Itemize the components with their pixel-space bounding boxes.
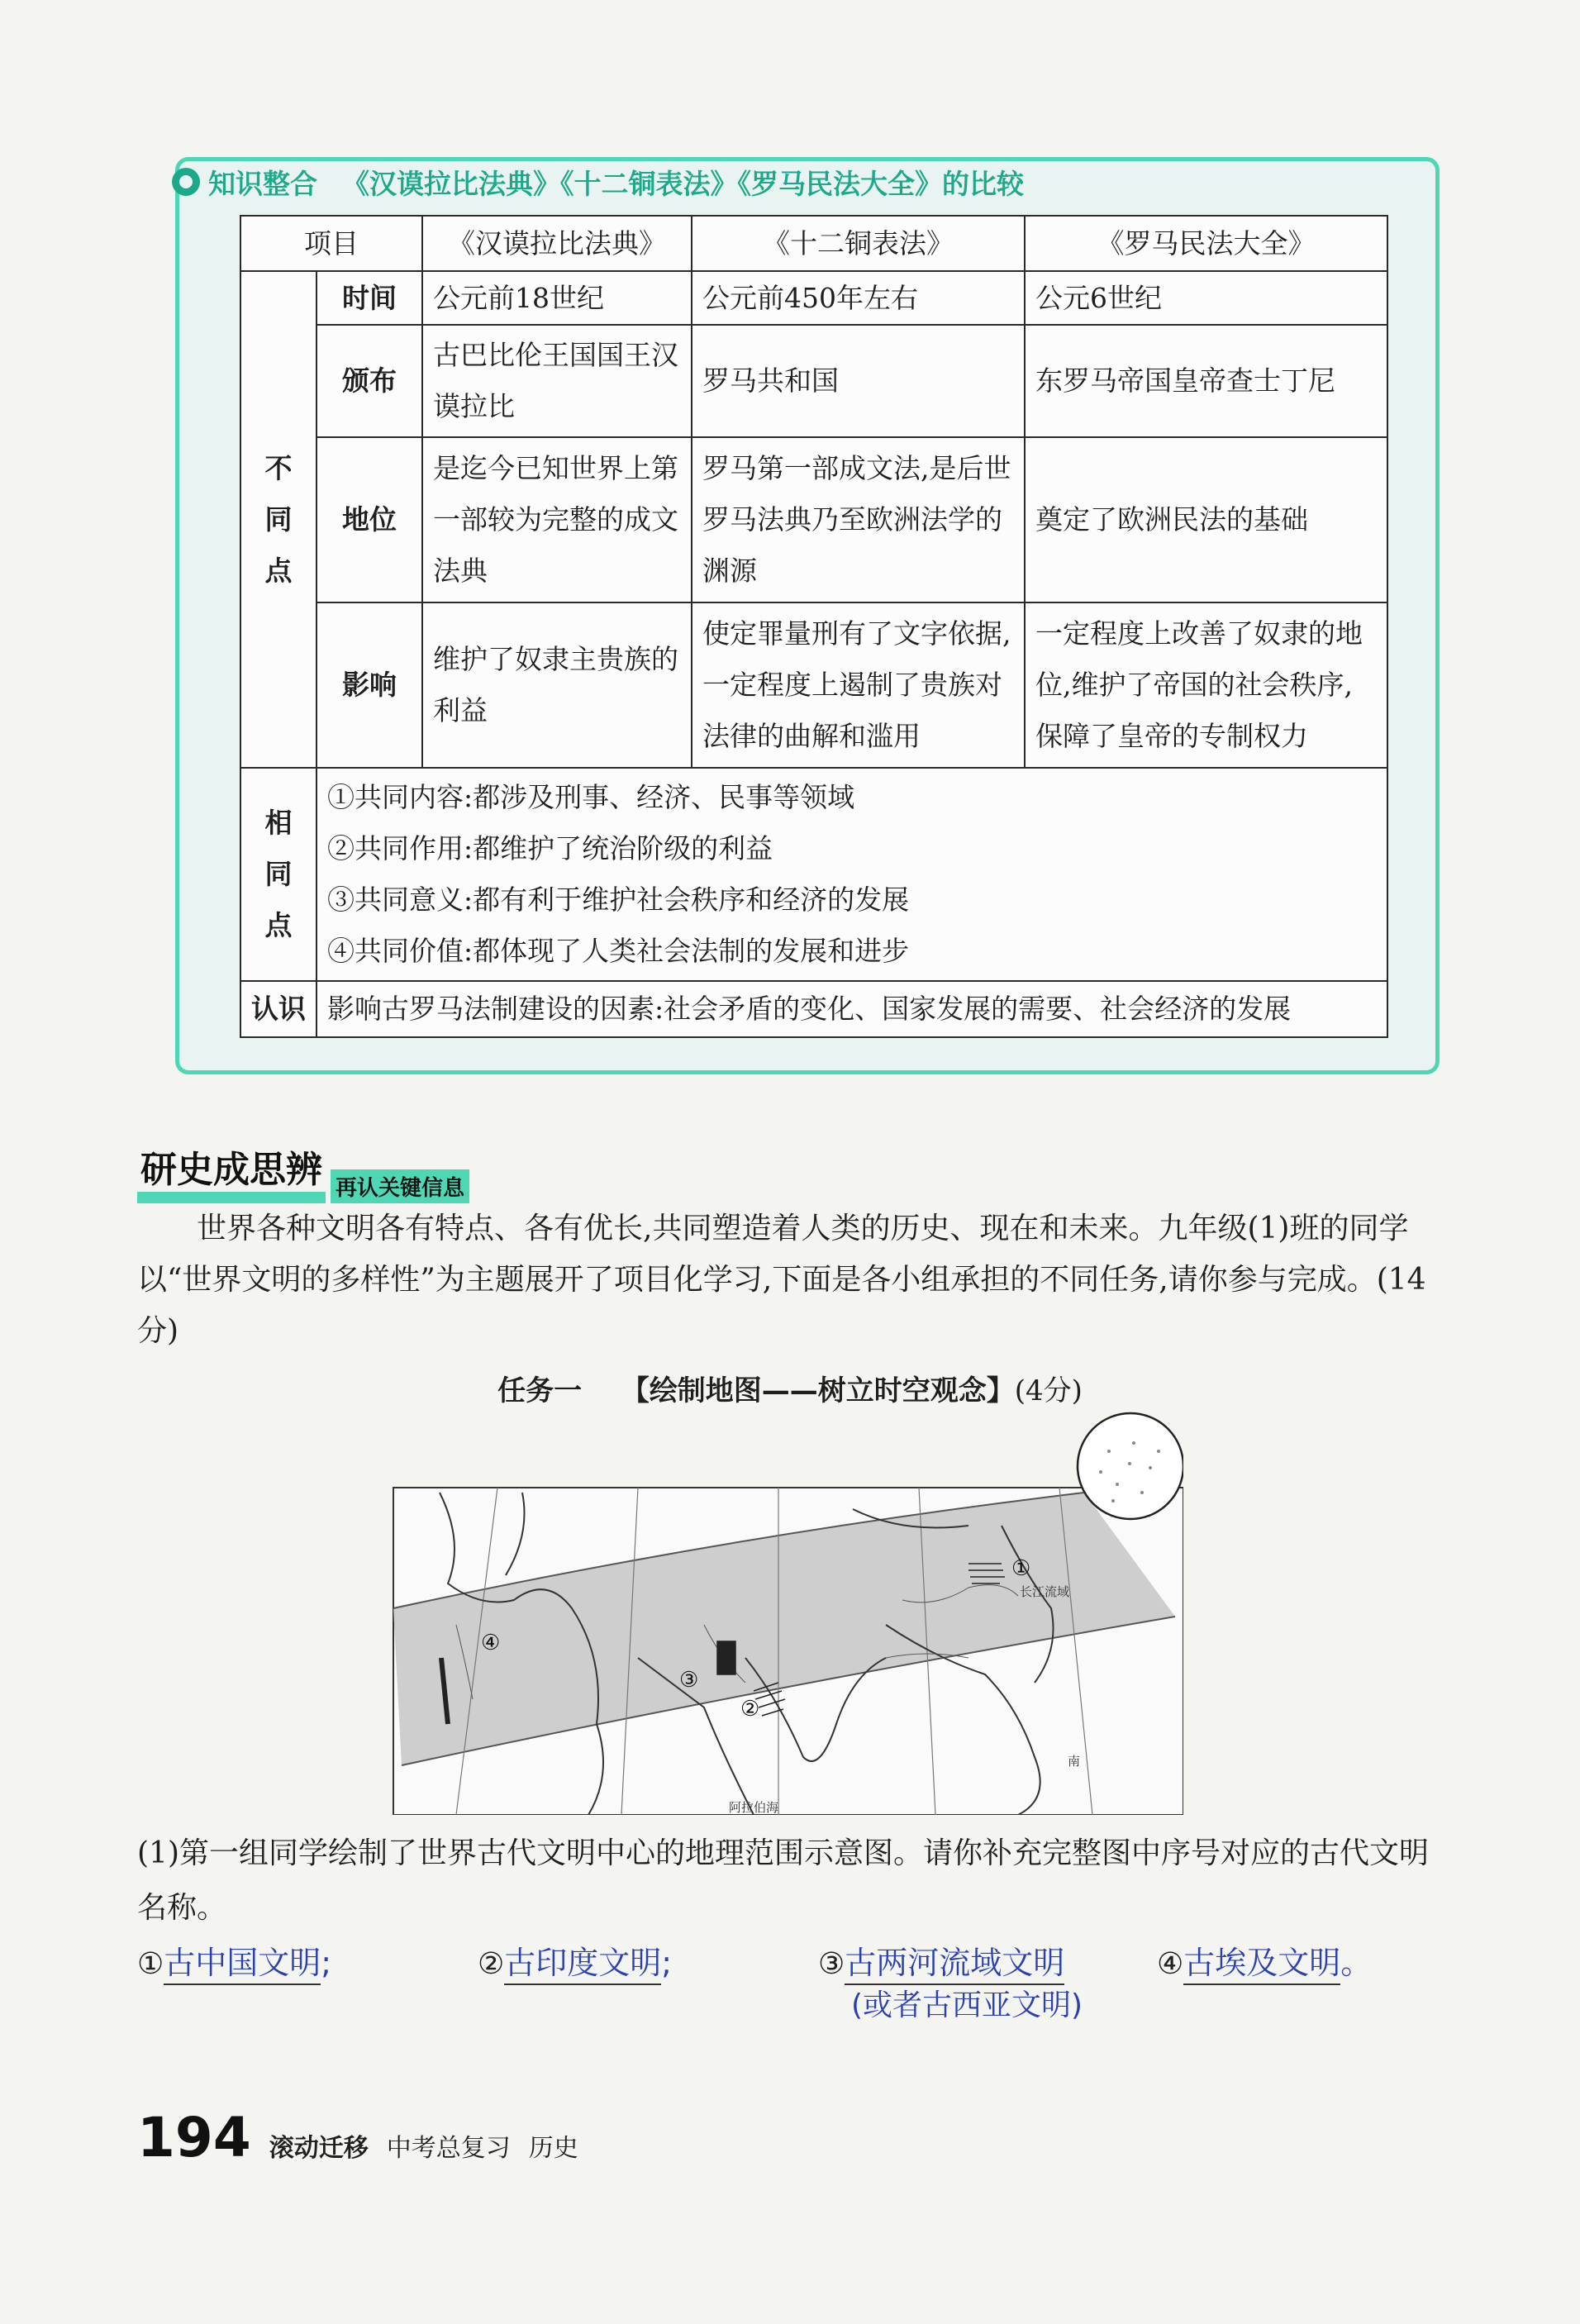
area-mesopotamia bbox=[717, 1641, 735, 1674]
marker-1: ① bbox=[1011, 1556, 1031, 1581]
same-label-text: 相同点 bbox=[264, 807, 293, 941]
header-item: 项目 bbox=[240, 216, 422, 271]
task-score: (4分) bbox=[1014, 1374, 1083, 1407]
insight-label: 认识 bbox=[240, 981, 316, 1037]
same-row bbox=[240, 768, 1387, 981]
answer-text: 古中国文明 bbox=[164, 1942, 321, 1985]
table-cell: 东罗马帝国皇帝查士丁尼 bbox=[1025, 325, 1387, 437]
label-arabia: 阿拉伯海 bbox=[729, 1800, 779, 1815]
answer-end: ; bbox=[661, 1945, 673, 1981]
task-heading bbox=[0, 1370, 1580, 1412]
answer-3 bbox=[818, 1942, 1083, 2026]
answer-text: 古埃及文明 bbox=[1183, 1942, 1340, 1985]
globe-inset bbox=[1078, 1413, 1183, 1519]
table-row bbox=[240, 602, 1387, 768]
header-code3: 《罗马民法大全》 bbox=[1025, 216, 1387, 271]
table-row bbox=[240, 325, 1387, 437]
row-label: 颁布 bbox=[316, 325, 422, 437]
answer-text: 古印度文明 bbox=[504, 1942, 661, 1985]
table-cell: 古巴比伦王国国王汉谟拉比 bbox=[422, 325, 692, 437]
row-label: 影响 bbox=[316, 602, 422, 768]
same-item: ①共同内容:都涉及刑事、经济、民事等领域 bbox=[327, 781, 855, 813]
table-row bbox=[240, 271, 1387, 325]
row-label: 时间 bbox=[316, 271, 422, 325]
answer-4 bbox=[1157, 1942, 1372, 1985]
page-footer bbox=[137, 2106, 578, 2169]
comparison-table bbox=[240, 215, 1388, 1038]
label-changjiang: 长江流域 bbox=[1020, 1584, 1070, 1599]
answer-num: ② bbox=[478, 1947, 505, 1981]
marker-2: ② bbox=[740, 1697, 760, 1722]
table-cell: 是迄今已知世界上第一部较为完整的成文法典 bbox=[422, 437, 692, 602]
section-heading bbox=[137, 1149, 469, 1203]
table-cell: 一定程度上改善了奴隶的地位,维护了帝国的社会秩序,保障了皇帝的专制权力 bbox=[1025, 602, 1387, 768]
insight-row bbox=[240, 981, 1387, 1037]
page-number: 194 bbox=[137, 2106, 251, 2169]
bullet-circle-icon bbox=[172, 168, 200, 196]
insight-text: 影响古罗马法制建设的因素:社会矛盾的变化、国家发展的需要、社会经济的发展 bbox=[316, 981, 1387, 1037]
diff-label-text: 不同点 bbox=[264, 451, 293, 587]
answer-num: ③ bbox=[818, 1947, 845, 1981]
question-1: (1)第一组同学绘制了世界古代文明中心的地理范围示意图。请你补充完整图中序号对应的古代文明名称。 bbox=[137, 1836, 1429, 1925]
label-south: 南 bbox=[1068, 1754, 1081, 1769]
table-cell: 使定罪量刑有了文字依据,一定程度上遏制了贵族对法律的曲解和滥用 bbox=[692, 602, 1025, 768]
same-item: ②共同作用:都维护了统治阶级的利益 bbox=[327, 832, 773, 864]
header-code2: 《十二铜表法》 bbox=[692, 216, 1025, 271]
section-subtitle: 再认关键信息 bbox=[331, 1169, 469, 1203]
table-header-row bbox=[240, 216, 1387, 271]
box-label: 知识整合 bbox=[208, 167, 317, 200]
row-label: 地位 bbox=[316, 437, 422, 602]
ancient-civilizations-map bbox=[390, 1410, 1183, 1815]
answer-num: ① bbox=[137, 1947, 164, 1981]
table-cell: 罗马第一部成文法,是后世罗马法典乃至欧洲法学的渊源 bbox=[692, 437, 1025, 602]
box-heading: 《汉谟拉比法典》《十二铜表法》《罗马民法大全》的比较 bbox=[342, 167, 1024, 200]
answer-end: ; bbox=[321, 1945, 332, 1981]
same-item: ③共同意义:都有利于维护社会秩序和经济的发展 bbox=[327, 883, 910, 916]
answer-end: 。 bbox=[1340, 1945, 1373, 1981]
task-prefix: 任务一 bbox=[497, 1374, 583, 1407]
marker-4: ④ bbox=[481, 1631, 501, 1655]
marker-3: ③ bbox=[679, 1668, 699, 1693]
answer-extra: (或者古西亚文明) bbox=[851, 1988, 1083, 2022]
box-title bbox=[172, 162, 1024, 202]
diff-label bbox=[240, 271, 316, 768]
answer-num: ④ bbox=[1157, 1947, 1184, 1981]
table-cell: 奠定了欧洲民法的基础 bbox=[1025, 437, 1387, 602]
table-row bbox=[240, 437, 1387, 602]
header-code1: 《汉谟拉比法典》 bbox=[422, 216, 692, 271]
answer-2 bbox=[478, 1942, 672, 1985]
footer-brand: 滚动迁移 bbox=[269, 2134, 369, 2163]
task-title: 【绘制地图——树立时空观念】 bbox=[621, 1374, 1015, 1407]
table-cell: 公元前450年左右 bbox=[692, 271, 1025, 325]
section-title: 研史成思辨 bbox=[137, 1149, 326, 1203]
same-items bbox=[316, 768, 1387, 981]
answer-text: 古两河流域文明 bbox=[845, 1942, 1064, 1985]
same-item: ④共同价值:都体现了人类社会法制的发展和进步 bbox=[327, 935, 910, 967]
table-cell: 公元前18世纪 bbox=[422, 271, 692, 325]
table-cell: 维护了奴隶主贵族的利益 bbox=[422, 602, 692, 768]
answer-1 bbox=[137, 1942, 331, 1985]
table-cell: 罗马共和国 bbox=[692, 325, 1025, 437]
same-label bbox=[240, 768, 316, 981]
table-cell: 公元6世纪 bbox=[1025, 271, 1387, 325]
intro-paragraph: 世界各种文明各有特点、各有优长,共同塑造着人类的历史、现在和未来。九年级(1)班的同学以“世界文明的多样性”为主题展开了项目化学习,下面是各小组承担的不同任务,请你参与完成。(14分) bbox=[137, 1212, 1426, 1348]
footer-book: 中考总复习 bbox=[386, 2134, 511, 2163]
footer-subject: 历史 bbox=[528, 2134, 578, 2163]
